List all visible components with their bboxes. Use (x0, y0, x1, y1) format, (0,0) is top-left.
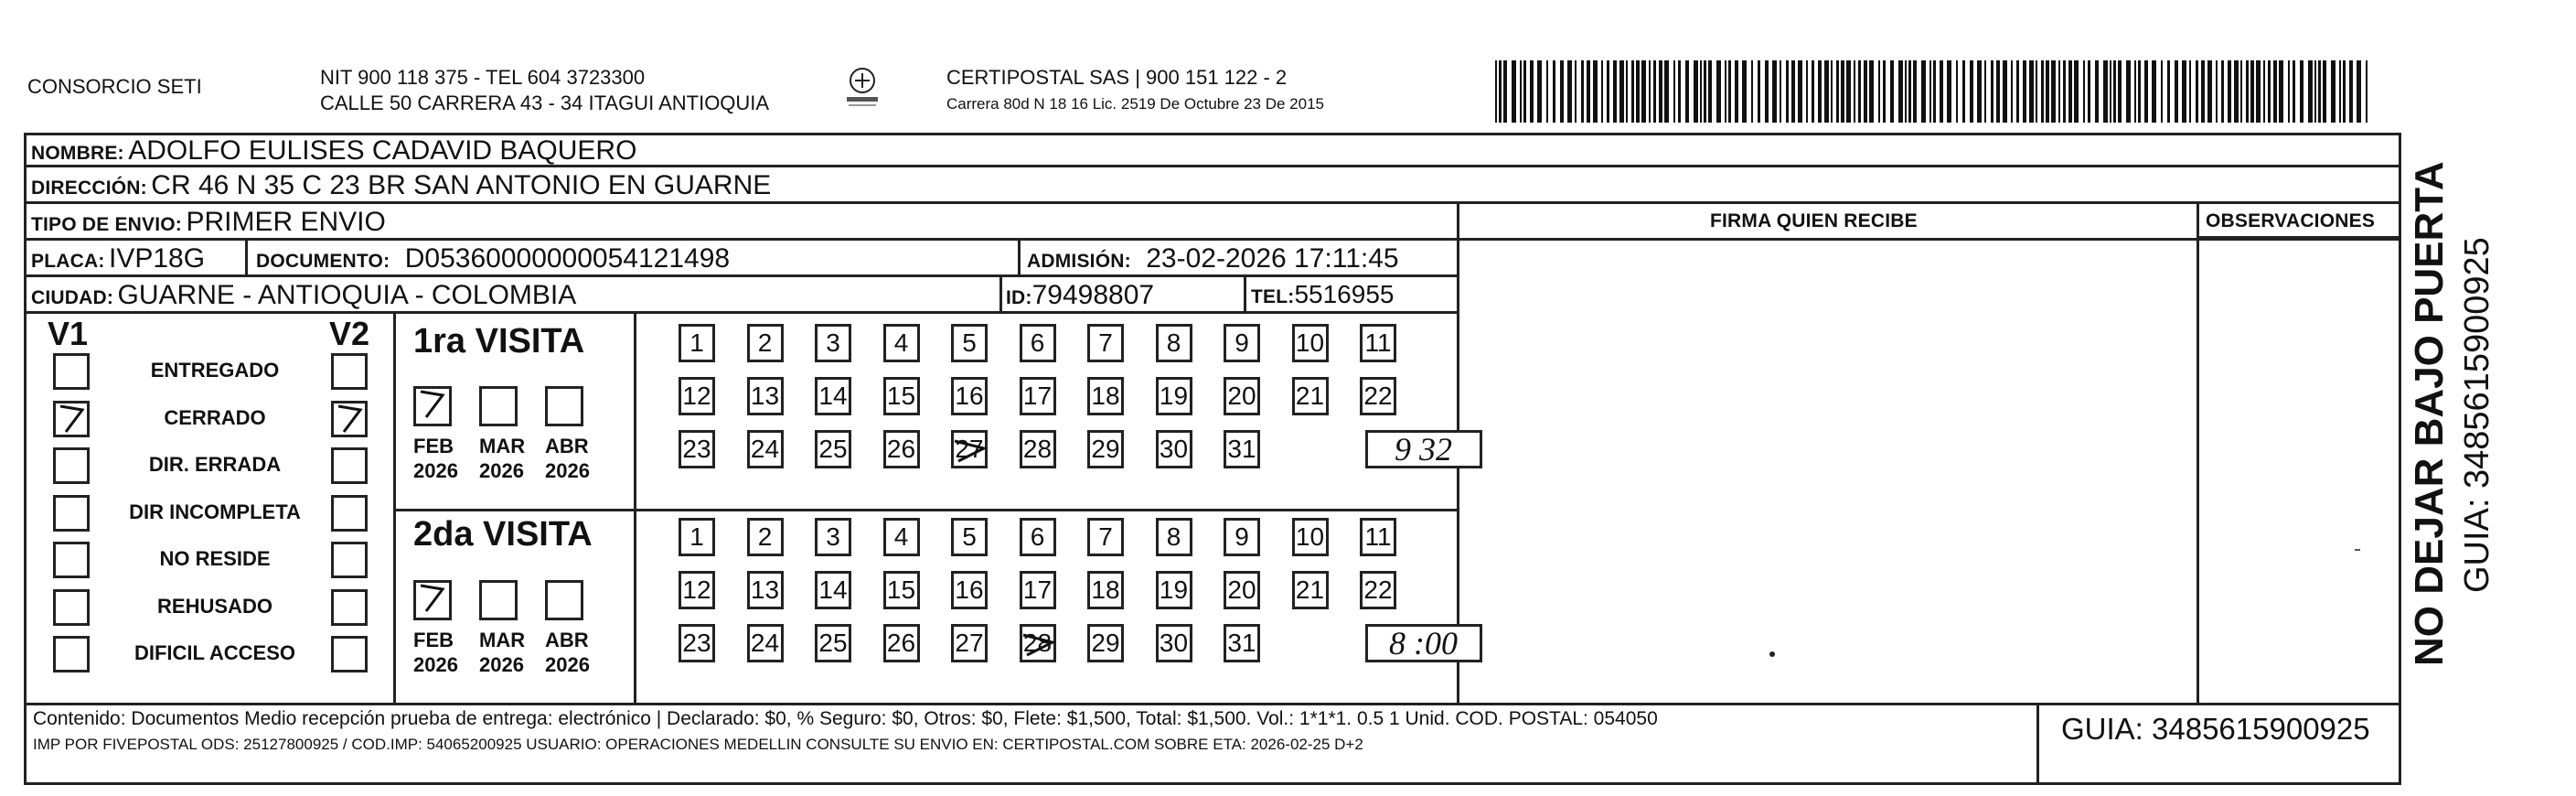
day-box[interactable]: 28 (1020, 430, 1056, 468)
day-box[interactable]: 13 (747, 377, 784, 415)
nit-line: NIT 900 118 375 - TEL 604 3723300 (320, 66, 646, 89)
day-box[interactable]: 30 (1156, 624, 1192, 662)
day-box[interactable]: 20 (1224, 377, 1260, 415)
day-box[interactable]: 25 (815, 430, 851, 468)
day-box[interactable]: 21 (1292, 377, 1329, 415)
status-label: CERRADO (164, 405, 266, 429)
day-box[interactable]: 16 (951, 571, 988, 609)
day-box[interactable]: 31 (1224, 430, 1260, 468)
day-box[interactable]: 2 (747, 518, 784, 556)
day-box[interactable]: 14 (815, 571, 851, 609)
certipostal-logo (839, 66, 885, 112)
tipo-envio-row (31, 207, 386, 238)
day-box[interactable]: 7 (1087, 518, 1124, 556)
visit-time-box[interactable]: 8 :00 (1365, 624, 1482, 662)
day-box[interactable]: 5 (951, 518, 988, 556)
day-box[interactable]: 15 (883, 571, 920, 609)
direccion-label: DIRECCIÓN: (31, 177, 147, 199)
day-box[interactable]: 7 (1087, 324, 1124, 362)
month-checkbox[interactable] (545, 580, 583, 620)
day-box[interactable]: 12 (679, 377, 715, 415)
day-box[interactable]: 3 (815, 324, 851, 362)
day-box[interactable]: 29 (1087, 430, 1124, 468)
day-box[interactable]: 28 (1020, 624, 1056, 662)
day-box[interactable]: 10 (1292, 518, 1329, 556)
day-box[interactable]: 19 (1156, 571, 1192, 609)
day-box[interactable]: 4 (883, 518, 920, 556)
no-dejar-warning: NO DEJAR BAJO PUERTA (2407, 161, 2452, 666)
documento-label: DOCUMENTO: (256, 251, 390, 272)
tel-value: 5516955 (1294, 280, 1395, 308)
day-box[interactable]: 23 (679, 624, 715, 662)
day-box[interactable]: 23 (679, 430, 715, 468)
day-box[interactable]: 4 (883, 324, 920, 362)
address-line: CALLE 50 CARRERA 43 - 34 ITAGUI ANTIOQUIA (320, 91, 770, 114)
v2-checkbox[interactable] (331, 589, 368, 626)
imp-line: IMP POR FIVEPOSTAL ODS: 25127800925 / COD.IMP: 54065200925 USUARIO: OPERACIONES MEDELLIN CONSULTE SU ENVIO EN: CERTIPOSTAL.COM SOBRE ETA: 2026-02-25 D+2 (33, 736, 1363, 753)
observaciones-header: OBSERVACIONES (2206, 210, 2376, 231)
ciudad-value: GUARNE - ANTIOQUIA - COLOMBIA (117, 280, 577, 310)
direccion-row (31, 170, 771, 201)
status-label: DIFICIL ACCESO (134, 641, 295, 664)
month-checkbox[interactable] (479, 386, 518, 426)
day-box[interactable]: 31 (1224, 624, 1260, 662)
signature-dot (1769, 651, 1775, 657)
v1-checkbox[interactable] (53, 401, 90, 437)
day-box[interactable]: 27 (951, 624, 988, 662)
day-box[interactable]: 22 (1360, 377, 1396, 415)
v2-checkbox[interactable] (331, 401, 368, 437)
day-box[interactable]: 26 (883, 430, 920, 468)
tel-row (1251, 280, 1394, 309)
id-value: 79498807 (1031, 280, 1155, 310)
day-box[interactable]: 18 (1087, 377, 1124, 415)
day-box[interactable]: 24 (747, 624, 784, 662)
month-checkbox[interactable] (413, 580, 452, 620)
month-checkbox[interactable] (413, 386, 452, 426)
day-box[interactable]: 27 (951, 430, 988, 468)
nombre-value: ADOLFO EULISES CADAVID BAQUERO (128, 135, 637, 166)
day-box[interactable]: 11 (1360, 518, 1396, 556)
visit-time-box[interactable]: 9 32 (1365, 430, 1482, 468)
status-label: DIR INCOMPLETA (129, 500, 301, 523)
status-label: ENTREGADO (150, 359, 280, 382)
company-name: CONSORCIO SETI (27, 75, 202, 98)
v2-checkbox[interactable] (331, 636, 368, 672)
day-box[interactable]: 13 (747, 571, 784, 609)
day-box[interactable]: 21 (1292, 571, 1329, 609)
id-label: ID: (1006, 287, 1032, 308)
day-box[interactable]: 30 (1156, 430, 1192, 468)
day-box[interactable]: 17 (1020, 377, 1056, 415)
month-label: ABR 2026 (545, 629, 590, 676)
placa-row (31, 243, 205, 274)
certipostal-line: CERTIPOSTAL SAS | 900 151 122 - 2 (946, 66, 1288, 89)
day-box[interactable]: 3 (815, 518, 851, 556)
day-box[interactable]: 9 (1224, 518, 1260, 556)
month-label: ABR 2026 (545, 435, 590, 482)
v1-checkbox[interactable] (53, 636, 90, 672)
v1-checkbox[interactable] (53, 353, 90, 390)
second-visit-title: 2da VISITA (413, 515, 593, 554)
tipo-envio-value: PRIMER ENVIO (186, 207, 386, 237)
day-box[interactable]: 19 (1156, 377, 1192, 415)
ciudad-label: CIUDAD: (31, 287, 114, 308)
day-box[interactable]: 18 (1087, 571, 1124, 609)
day-box[interactable]: 6 (1020, 518, 1056, 556)
observation-mark (2355, 549, 2360, 551)
nombre-row (31, 135, 636, 167)
month-label: FEB 2026 (413, 629, 458, 676)
ciudad-row (31, 280, 576, 311)
day-box[interactable]: 11 (1360, 324, 1396, 362)
day-box[interactable]: 1 (679, 324, 715, 362)
barcode (1495, 60, 2373, 123)
contenido-line: Contenido: Documentos Medio recepción prueba de entrega: electrónico | Declarado: $0, % Seguro: $0, Otros: $0, Flete: $1,500, Total: $1,500. Vol.: 1*1*1. 0.5 1 Unid. COD. POSTAL: 054050 (33, 708, 1658, 729)
day-box[interactable]: 20 (1224, 571, 1260, 609)
day-box[interactable]: 22 (1360, 571, 1396, 609)
guia-box: GUIA: 3485615900925 (2061, 712, 2370, 746)
placa-value: IVP18G (108, 243, 206, 274)
v1-label: V1 (48, 315, 89, 352)
status-label: NO RESIDE (159, 547, 271, 570)
v2-checkbox[interactable] (331, 353, 368, 390)
side-guia: GUIA: 3485615900925 (2458, 237, 2496, 593)
day-box[interactable]: 15 (883, 377, 920, 415)
v1-checkbox[interactable] (53, 542, 90, 578)
v2-checkbox[interactable] (331, 495, 368, 532)
first-visit-title: 1ra VISITA (413, 322, 585, 360)
v1-checkbox[interactable] (53, 589, 90, 626)
certipostal-license: Carrera 80d N 18 16 Lic. 2519 De Octubre 23 De 2015 (946, 95, 1324, 113)
month-label: MAR 2026 (479, 435, 526, 482)
placa-label: PLACA: (31, 251, 105, 272)
day-box[interactable]: 6 (1020, 324, 1056, 362)
tipo-envio-label: TIPO DE ENVIO: (31, 214, 182, 235)
id-row (1006, 280, 1154, 311)
admision-label: ADMISIÓN: (1027, 251, 1131, 272)
status-label: REHUSADO (157, 594, 273, 618)
day-box[interactable]: 17 (1020, 571, 1056, 609)
day-box[interactable]: 14 (815, 377, 851, 415)
v1-checkbox[interactable] (53, 495, 90, 532)
tel-label: TEL: (1251, 286, 1295, 307)
month-label: MAR 2026 (479, 629, 526, 676)
v2-checkbox[interactable] (331, 447, 368, 484)
documento-row (256, 243, 730, 274)
day-box[interactable]: 24 (747, 430, 784, 468)
admision-value: 23-02-2026 17:11:45 (1146, 243, 1399, 274)
v2-checkbox[interactable] (331, 542, 368, 578)
month-checkbox[interactable] (479, 580, 518, 620)
day-box[interactable]: 10 (1292, 324, 1329, 362)
month-checkbox[interactable] (545, 386, 583, 426)
day-box[interactable]: 5 (951, 324, 988, 362)
admision-row (1027, 243, 1399, 274)
day-box[interactable]: 25 (815, 624, 851, 662)
day-box[interactable]: 2 (747, 324, 784, 362)
day-box[interactable]: 8 (1156, 324, 1192, 362)
v1-checkbox[interactable] (53, 447, 90, 484)
month-label: FEB 2026 (413, 435, 458, 482)
day-box[interactable]: 8 (1156, 518, 1192, 556)
day-box[interactable]: 12 (679, 571, 715, 609)
day-box[interactable]: 16 (951, 377, 988, 415)
day-box[interactable]: 9 (1224, 324, 1260, 362)
documento-value: D05360000000054121498 (404, 243, 731, 274)
nombre-label: NOMBRE: (31, 143, 124, 164)
day-box[interactable]: 26 (883, 624, 920, 662)
v2-label: V2 (329, 315, 370, 352)
direccion-value: CR 46 N 35 C 23 BR SAN ANTONIO EN GUARNE (151, 170, 772, 200)
day-box[interactable]: 29 (1087, 624, 1124, 662)
firma-header: FIRMA QUIEN RECIBE (1710, 210, 1918, 231)
status-label: DIR. ERRADA (148, 453, 282, 476)
day-box[interactable]: 1 (679, 518, 715, 556)
